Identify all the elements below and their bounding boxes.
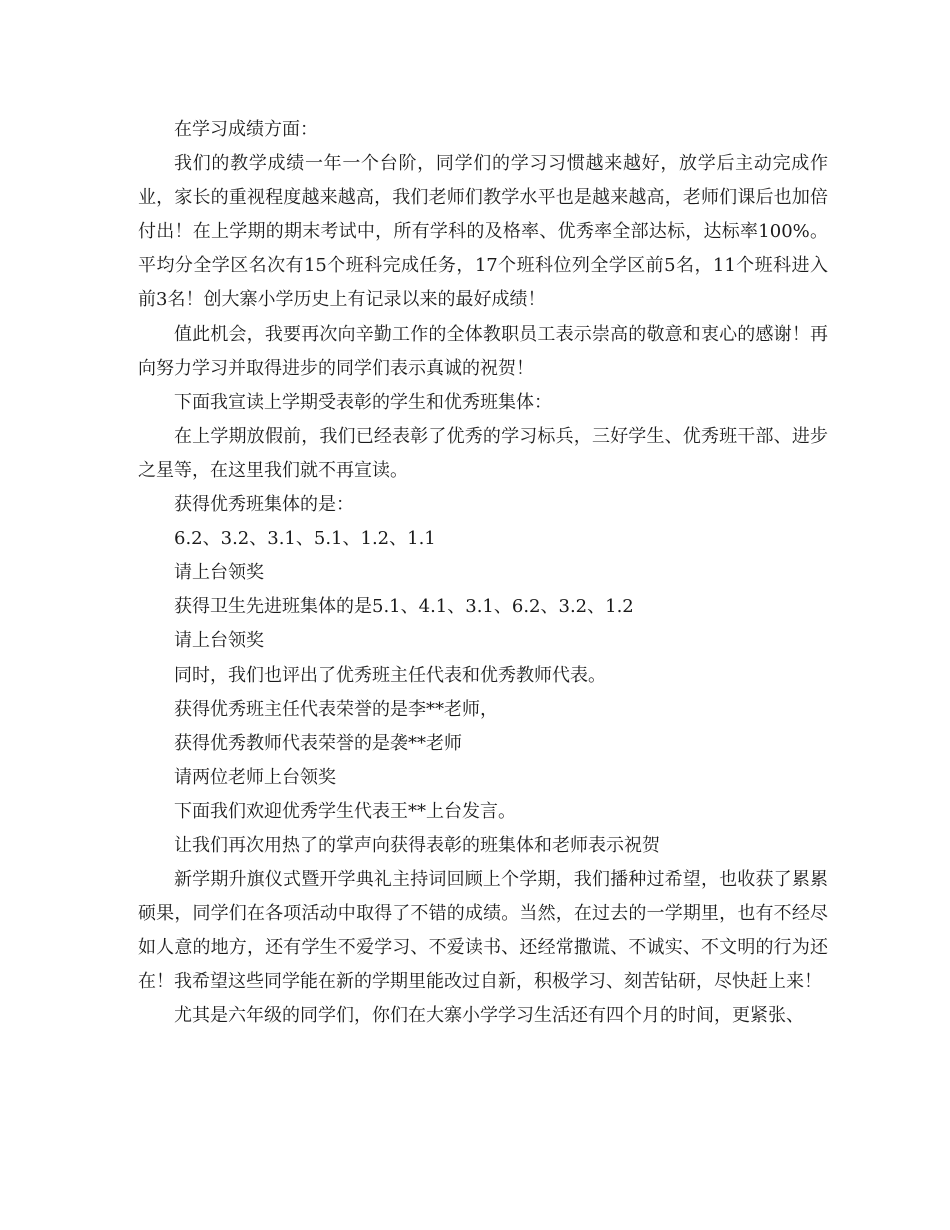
paragraph-student-speech: 下面我们欢迎优秀学生代表王**上台发言。 [174, 800, 516, 822]
paragraph-teacher-award: 获得优秀教师代表荣誉的是袭**老师 [174, 732, 462, 754]
paragraph-previous-awards: 在上学期放假前，我们已经表彰了优秀的学习标兵，三好学生、优秀班干部、进步之星等，在这里我们就不再宣读。 [138, 425, 828, 481]
paragraph-teacher-awards-intro: 同时，我们也评出了优秀班主任代表和优秀教师代表。 [174, 664, 606, 686]
paragraph-heading-academic: 在学习成绩方面： [174, 119, 318, 140]
paragraph-announcement-intro: 下面我宣读上学期受表彰的学生和优秀班集体： [174, 391, 552, 413]
paragraph-come-to-stage-1: 请上台领奖 [174, 562, 264, 584]
paragraph-head-teacher-award: 获得优秀班主任代表荣誉的是李**老师， [174, 698, 498, 720]
paragraph-thanks: 值此机会，我要再次向辛勤工作的全体教职员工表示崇高的敬意和衷心的感谢！再向努力学习并取得进步的同学们表示真诚的祝贺！ [138, 323, 828, 379]
paragraph-excellent-class-list: 6.2、3.2、3.1、5.1、1.2、1.1 [174, 528, 436, 550]
document-body [138, 113, 828, 1034]
paragraph-come-to-stage-2: 请上台领奖 [174, 630, 264, 652]
paragraph-teachers-to-stage: 请两位老师上台领奖 [174, 766, 336, 788]
paragraph-excellent-class-heading: 获得优秀班集体的是： [174, 494, 354, 516]
paragraph-hygiene-class-list: 获得卫生先进班集体的是5.1、4.1、3.1、6.2、3.2、1.2 [174, 596, 634, 618]
paragraph-sixth-grade: 尤其是六年级的同学们，你们在大寨小学学习生活还有四个月的时间，更紧张、 [174, 1005, 804, 1027]
paragraph-review-semester: 新学期升旗仪式暨开学典礼主持词回顾上个学期，我们播种过希望，也收获了累累硕果，同学们在各项活动中取得了不错的成绩。当然，在过去的一学期里，也有不经尽如人意的地方，还有学生不爱学习、不爱读书、还经常撒谎、不诚实、不文明的行为还在！我希望这些同学能在新的学期里能改过自新，积极学习、刻苦钻研，尽快赶上来！ [138, 869, 828, 993]
paragraph-applause: 让我们再次用热了的掌声向获得表彰的班集体和老师表示祝贺 [174, 834, 660, 856]
paragraph-teaching-results: 我们的教学成绩一年一个台阶，同学们的学习习惯越来越好，放学后主动完成作业，家长的重视程度越来越高，我们老师们教学水平也是越来越高，老师们课后也加倍付出！在上学期的期末考试中，所有学科的及格率、优秀率全部达标，达标率100%。平均分全学区名次有15个班科完成任务，17个班科位列全学区前5名，11个班科进入前3名！创大寨小学历史上有记录以来的最好成绩！ [138, 153, 828, 311]
